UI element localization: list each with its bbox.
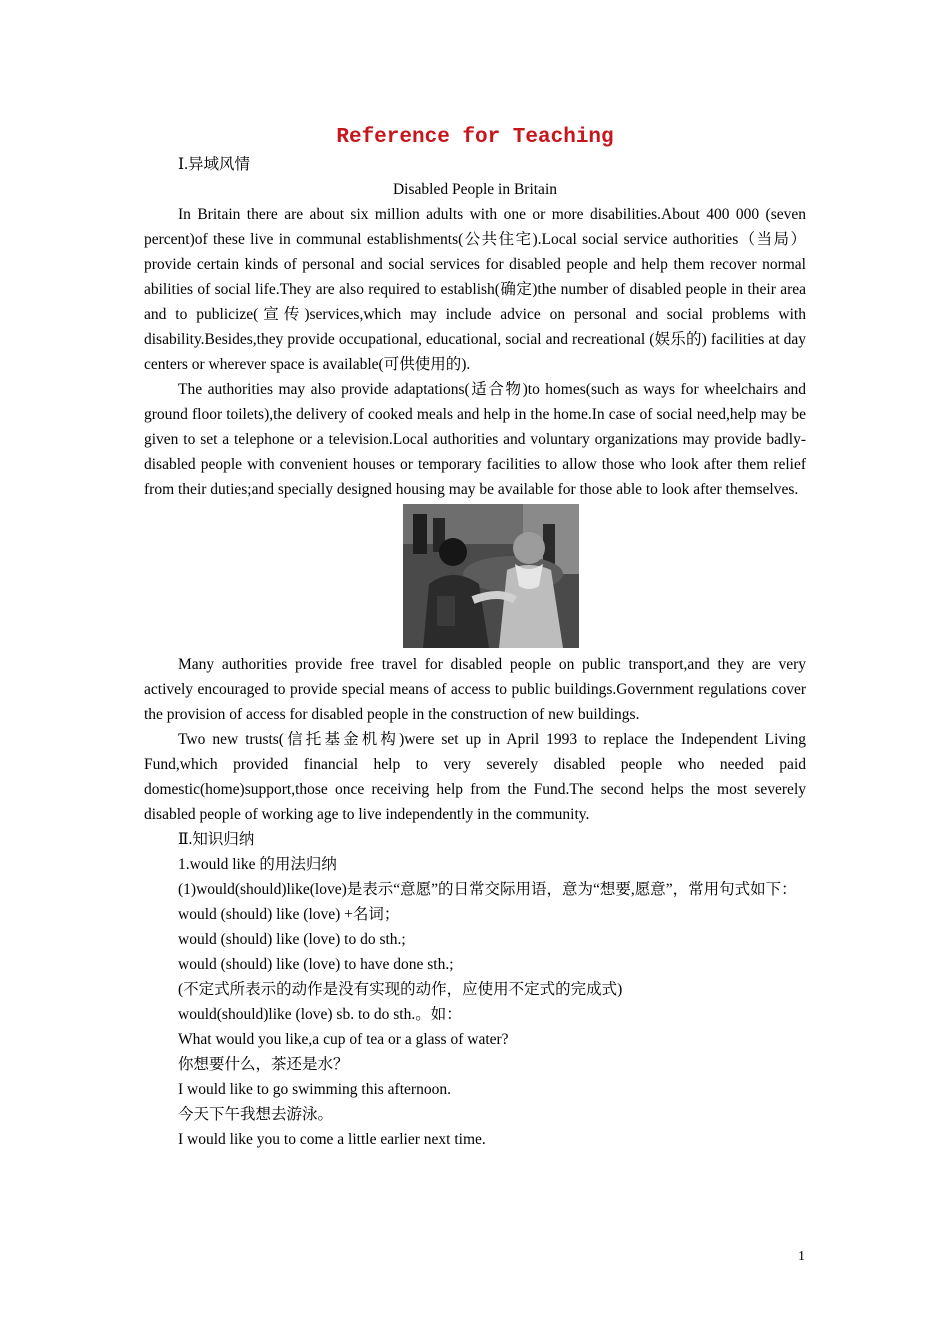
example-sentence: What would you like,a cup of tea or a glass of water? bbox=[178, 1031, 509, 1048]
article-title: Disabled People in Britain bbox=[392, 181, 557, 198]
knowledge-line: would (should) like (love) to have done sth.; bbox=[178, 956, 454, 973]
example-sentence: I would like you to come a little earlier next time. bbox=[178, 1131, 486, 1148]
photo-illustration bbox=[403, 504, 579, 648]
paragraph: Many authorities provide free travel for disabled people on public transport,and they are very actively encouraged to provide special means of access to public buildings.Government regulations cover the provision of access for disabled people in the construction of new buildings. bbox=[144, 656, 806, 723]
photo-container bbox=[144, 502, 806, 652]
section-1-heading: Ⅰ.异域风情 bbox=[178, 156, 250, 173]
example-translation: 今天下午我想去游泳。 bbox=[178, 1106, 334, 1123]
knowledge-line: (1)would(should)like(love)是表示“意愿”的日常交际用语，意为“想要,愿意”，常用句式如下： bbox=[178, 881, 797, 898]
paragraph: The authorities may also provide adaptations(适合物)to homes(such as ways for wheelchairs and ground floor toilets),the delivery of cooked meals and help in the home.In case of social need,help may be given to set a telephone or a television.Local authorities and voluntary organizations may provide badly-disabled people with convenient houses or temporary facilities to allow those who look after them relief from their duties;and specially designed housing may be available for those able to look after themselves. bbox=[144, 381, 806, 498]
paragraph: Two new trusts(信托基金机构)were set up in April 1993 to replace the Independent Living Fund,which provided financial help to very severely disabled people who needed paid domestic(home)support,those once receiving help from the Fund.The second helps the most severely disabled people of working age to live independently in the community. bbox=[144, 731, 806, 823]
page-content bbox=[144, 124, 806, 1152]
section-2-heading: Ⅱ.知识归纳 bbox=[178, 831, 255, 848]
article-photo bbox=[403, 504, 579, 648]
knowledge-line: (不定式所表示的动作是没有实现的动作，应使用不定式的完成式) bbox=[178, 981, 623, 998]
knowledge-line: would (should) like (love) to do sth.; bbox=[178, 931, 406, 948]
example-sentence: I would like to go swimming this afternoon. bbox=[178, 1081, 451, 1098]
paragraph: In Britain there are about six million adults with one or more disabilities.About 400 000 (seven percent)of these live in communal establishments(公共住宅).Local social service authorities（当局）provide certain kinds of personal and social services for disabled people and help them recover normal abilities of social life.They are also required to establish(确定)the number of disabled people in their area and to publicize(宣传)services,which may include advice on personal and social problems with disability.Besides,they provide occupational, educational, social and recreational (娱乐的) facilities at day centers or wherever space is available(可供使用的). bbox=[144, 206, 806, 373]
knowledge-line: 1.would like 的用法归纳 bbox=[178, 856, 337, 873]
page-number: 1 bbox=[798, 1249, 805, 1264]
knowledge-line: would (should) like (love) +名词； bbox=[178, 906, 400, 923]
knowledge-line: would(should)like (love) sb. to do sth.。如： bbox=[178, 1006, 462, 1023]
example-translation: 你想要什么，茶还是水？ bbox=[178, 1056, 349, 1073]
page-title: Reference for Teaching bbox=[336, 126, 614, 149]
